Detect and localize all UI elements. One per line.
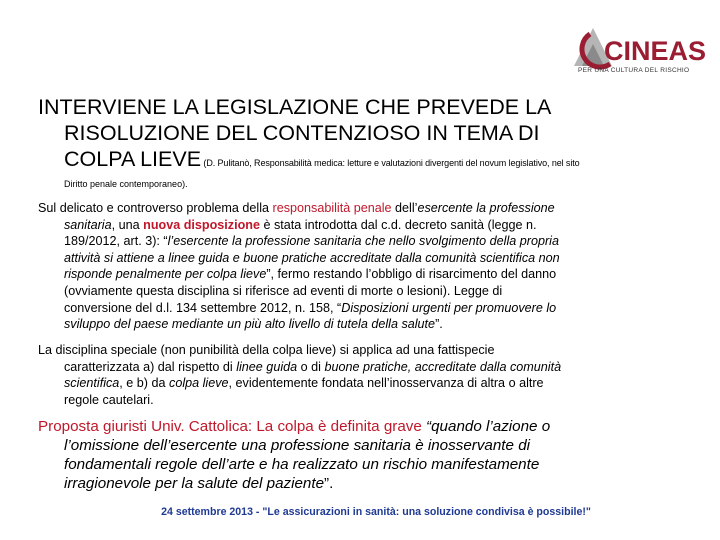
- text: , evidentemente fondata nell’inosservanza di altra o altre: [228, 376, 544, 391]
- highlight-nuova-disposizione: nuova disposizione: [143, 217, 260, 232]
- text: (ovviamente questa disciplina si riferisce ad eventi di morte o lesioni). Legge di: [64, 283, 503, 298]
- paragraph-disciplina-speciale: [38, 342, 688, 408]
- cineas-logo: [570, 20, 707, 80]
- text: La disciplina speciale (non punibilità della colpa lieve) si applica ad una fattispecie: [38, 343, 495, 357]
- text: risponde penalmente per colpa lieve: [64, 267, 267, 282]
- text: “quando l’azione o: [426, 418, 551, 435]
- text: linee guida: [236, 359, 298, 374]
- text: Disposizioni urgenti per promuovere lo: [341, 300, 557, 315]
- text: ”.: [324, 475, 334, 492]
- text: irragionevole per la salute del paziente: [64, 475, 325, 492]
- heading-citation-cont: Diritto penale contemporaneo).: [64, 179, 188, 189]
- text: ”, fermo restando l’obbligo di risarcimento del danno: [266, 267, 557, 282]
- text: colpa lieve: [169, 376, 229, 391]
- heading-line-1: INTERVIENE LA LEGISLAZIONE CHE PREVEDE LA: [38, 95, 552, 119]
- slide-heading: [38, 94, 693, 190]
- highlight-responsabilita-penale: responsabilità penale: [272, 201, 392, 215]
- text: buone pratiche, accreditate dalla comunità: [324, 359, 562, 374]
- text: dell’: [391, 201, 418, 215]
- text: , una: [111, 217, 144, 232]
- text: ”.: [435, 317, 443, 332]
- proposta-label: Proposta giuristi Univ. Cattolica: La colpa è definita grave: [38, 418, 427, 435]
- text: caratterizzata a) dal rispetto di: [64, 359, 237, 374]
- text: l’omissione dell’esercente una professione sanitaria è inosservante di: [64, 437, 531, 454]
- text: l’esercente la professione sanitaria che nello svolgimento della propria: [167, 234, 559, 249]
- text: conversione del d.l. 134 settembre 2012, n. 158, “: [64, 300, 342, 315]
- text: o di: [297, 359, 325, 374]
- logo-tagline: PER UNA CULTURA DEL RISCHIO: [578, 67, 690, 74]
- logo-wordmark: CINEAS: [604, 36, 707, 66]
- text: 189/2012, art. 3): “: [64, 234, 168, 249]
- text: , e b) da: [119, 376, 170, 391]
- text: fondamentali regole dell’arte e ha realizzato un rischio manifestamente: [64, 456, 540, 473]
- footer-event: 24 settembre 2013 - "Le assicurazioni in sanità: una soluzione condivisa è possibile!": [161, 506, 591, 518]
- heading-colpa-lieve: COLPA LIEVE: [64, 147, 202, 171]
- text: esercente la professione: [417, 201, 555, 215]
- heading-line-3: [38, 146, 693, 176]
- text: scientifica: [64, 376, 120, 391]
- heading-line-2: RISOLUZIONE DEL CONTENZIOSO IN TEMA DI: [64, 121, 540, 145]
- heading-citation: (D. Pulitanò, Responsabilità medica: letture e valutazioni divergenti del novum legislativo, nel sito: [201, 158, 580, 168]
- text: è stata introdotta dal c.d. decreto sanità (legge n.: [259, 217, 537, 232]
- paragraph-responsabilita: [38, 200, 688, 333]
- text: regole cautelari.: [64, 392, 154, 407]
- text: sanitaria: [64, 217, 112, 232]
- text: Sul delicato e controverso problema della: [38, 201, 273, 215]
- paragraph-proposta-giuristi: [38, 417, 698, 493]
- text: attività si attiene a linee guida e buone pratiche accreditate dalla comunità scientifica non: [64, 250, 560, 265]
- text: sviluppo del paese mediante un più alto livello di tutela della salute: [64, 317, 436, 332]
